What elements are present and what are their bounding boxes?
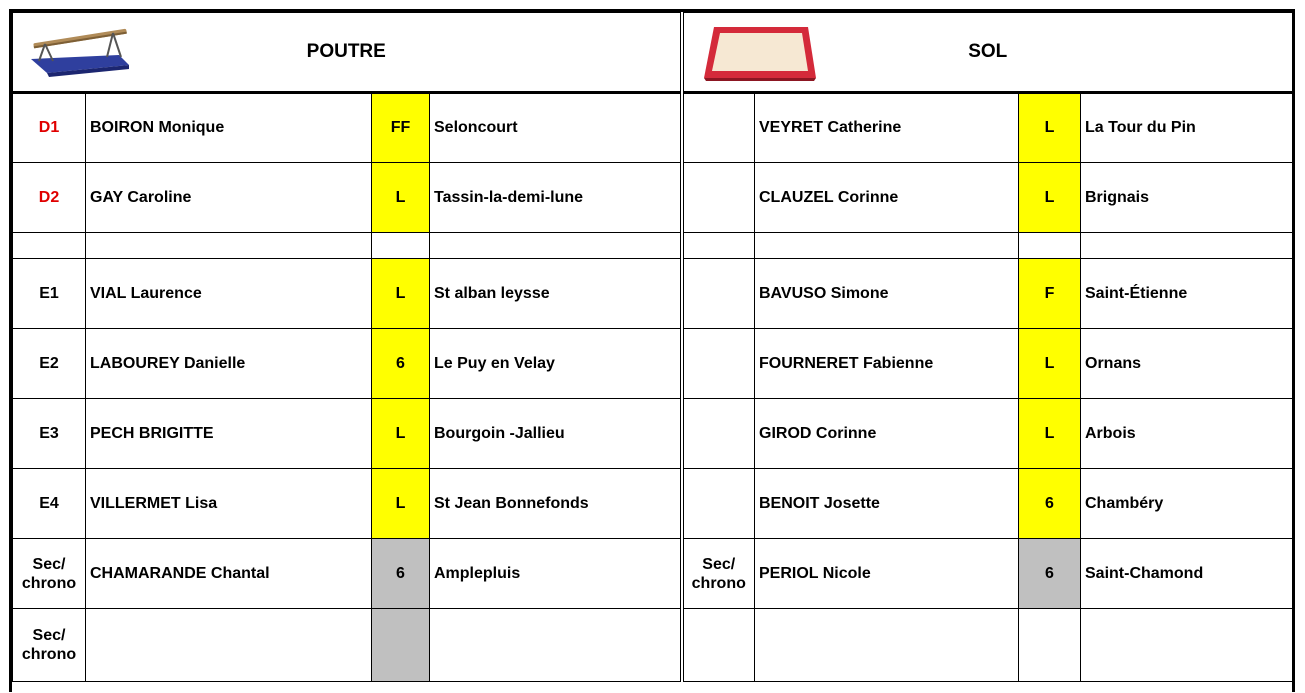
judge-level: L [1019,93,1081,163]
judge-club: Chambéry [1081,469,1293,539]
judge-level: L [372,469,430,539]
judge-club [430,609,682,682]
judge-code [682,539,755,609]
header-row [13,13,1293,93]
judge-club: Seloncourt [430,93,682,163]
judge-code [13,609,86,682]
code-line: Sec/ [702,555,736,573]
judge-name: GAY Caroline [86,163,372,233]
poutre-title: POUTRE [306,41,386,62]
judge-club: Amplepluis [430,539,682,609]
table-row [13,609,1293,682]
judge-code [682,93,755,163]
judge-club [1081,609,1293,682]
code-line: chrono [21,574,77,592]
judge-code: E3 [13,399,86,469]
judge-club: Le Puy en Velay [430,329,682,399]
judge-code: D1 [13,93,86,163]
judge-club: Bourgoin -Jallieu [430,399,682,469]
judge-level: L [1019,329,1081,399]
judge-code [682,469,755,539]
judge-name: LABOUREY Danielle [86,329,372,399]
empty-cell [755,233,1019,259]
empty-cell [372,233,430,259]
judge-club: Arbois [1081,399,1293,469]
judge-name: CLAUZEL Corinne [755,163,1019,233]
empty-cell [682,233,755,259]
judge-name: VEYRET Catherine [755,93,1019,163]
table-row [13,163,1293,233]
judge-code [13,539,86,609]
judge-level: 6 [1019,469,1081,539]
judge-level: 6 [372,329,430,399]
table-row [13,329,1293,399]
judge-name: VILLERMET Lisa [86,469,372,539]
empty-cell [1019,233,1081,259]
judge-level: L [372,399,430,469]
judge-club: Tassin-la-demi-lune [430,163,682,233]
judge-level [1019,609,1081,682]
sol-header [682,13,1293,93]
judge-name [86,609,372,682]
jury-table [12,12,1293,682]
code-line: Sec/ [32,627,66,644]
code-line: chrono [21,646,77,663]
judge-level: L [1019,399,1081,469]
code-line: Sec/ [32,555,66,573]
empty-cell [1081,233,1293,259]
judge-name: BAVUSO Simone [755,259,1019,329]
judge-code [682,329,755,399]
spacer-row [13,233,1293,259]
judge-code [682,163,755,233]
judge-name: GIROD Corinne [755,399,1019,469]
judge-level: L [372,259,430,329]
judge-code [682,259,755,329]
table-row [13,539,1293,609]
judge-level [372,609,430,682]
judge-club: Ornans [1081,329,1293,399]
judge-name: FOURNERET Fabienne [755,329,1019,399]
judge-code: E4 [13,469,86,539]
judge-name: VIAL Laurence [86,259,372,329]
table-row [13,399,1293,469]
judge-club: La Tour du Pin [1081,93,1293,163]
judge-level: FF [372,93,430,163]
judge-code: E2 [13,329,86,399]
judge-level: L [372,163,430,233]
empty-cell [430,233,682,259]
judge-name: BENOIT Josette [755,469,1019,539]
judge-club: St alban leysse [430,259,682,329]
judge-code: E1 [13,259,86,329]
table-row [13,93,1293,163]
judge-name: PECH BRIGITTE [86,399,372,469]
judge-level: 6 [1019,539,1081,609]
empty-cell [13,233,86,259]
judge-code [682,399,755,469]
judge-club: Saint-Chamond [1081,539,1293,609]
judge-name [755,609,1019,682]
judge-level: L [1019,163,1081,233]
sol-title: SOL [968,41,1008,62]
jury-sheet [9,9,1295,692]
empty-cell [682,609,755,682]
empty-cell [86,233,372,259]
judge-name: PERIOL Nicole [755,539,1019,609]
judge-club: Brignais [1081,163,1293,233]
judge-level: F [1019,259,1081,329]
poutre-header [13,13,682,93]
judge-code: D2 [13,163,86,233]
judge-level: 6 [372,539,430,609]
judge-name: BOIRON Monique [86,93,372,163]
judge-name: CHAMARANDE Chantal [86,539,372,609]
judge-club: St Jean Bonnefonds [430,469,682,539]
code-line: chrono [691,574,746,592]
table-row [13,469,1293,539]
table-row [13,259,1293,329]
judge-club: Saint-Étienne [1081,259,1293,329]
